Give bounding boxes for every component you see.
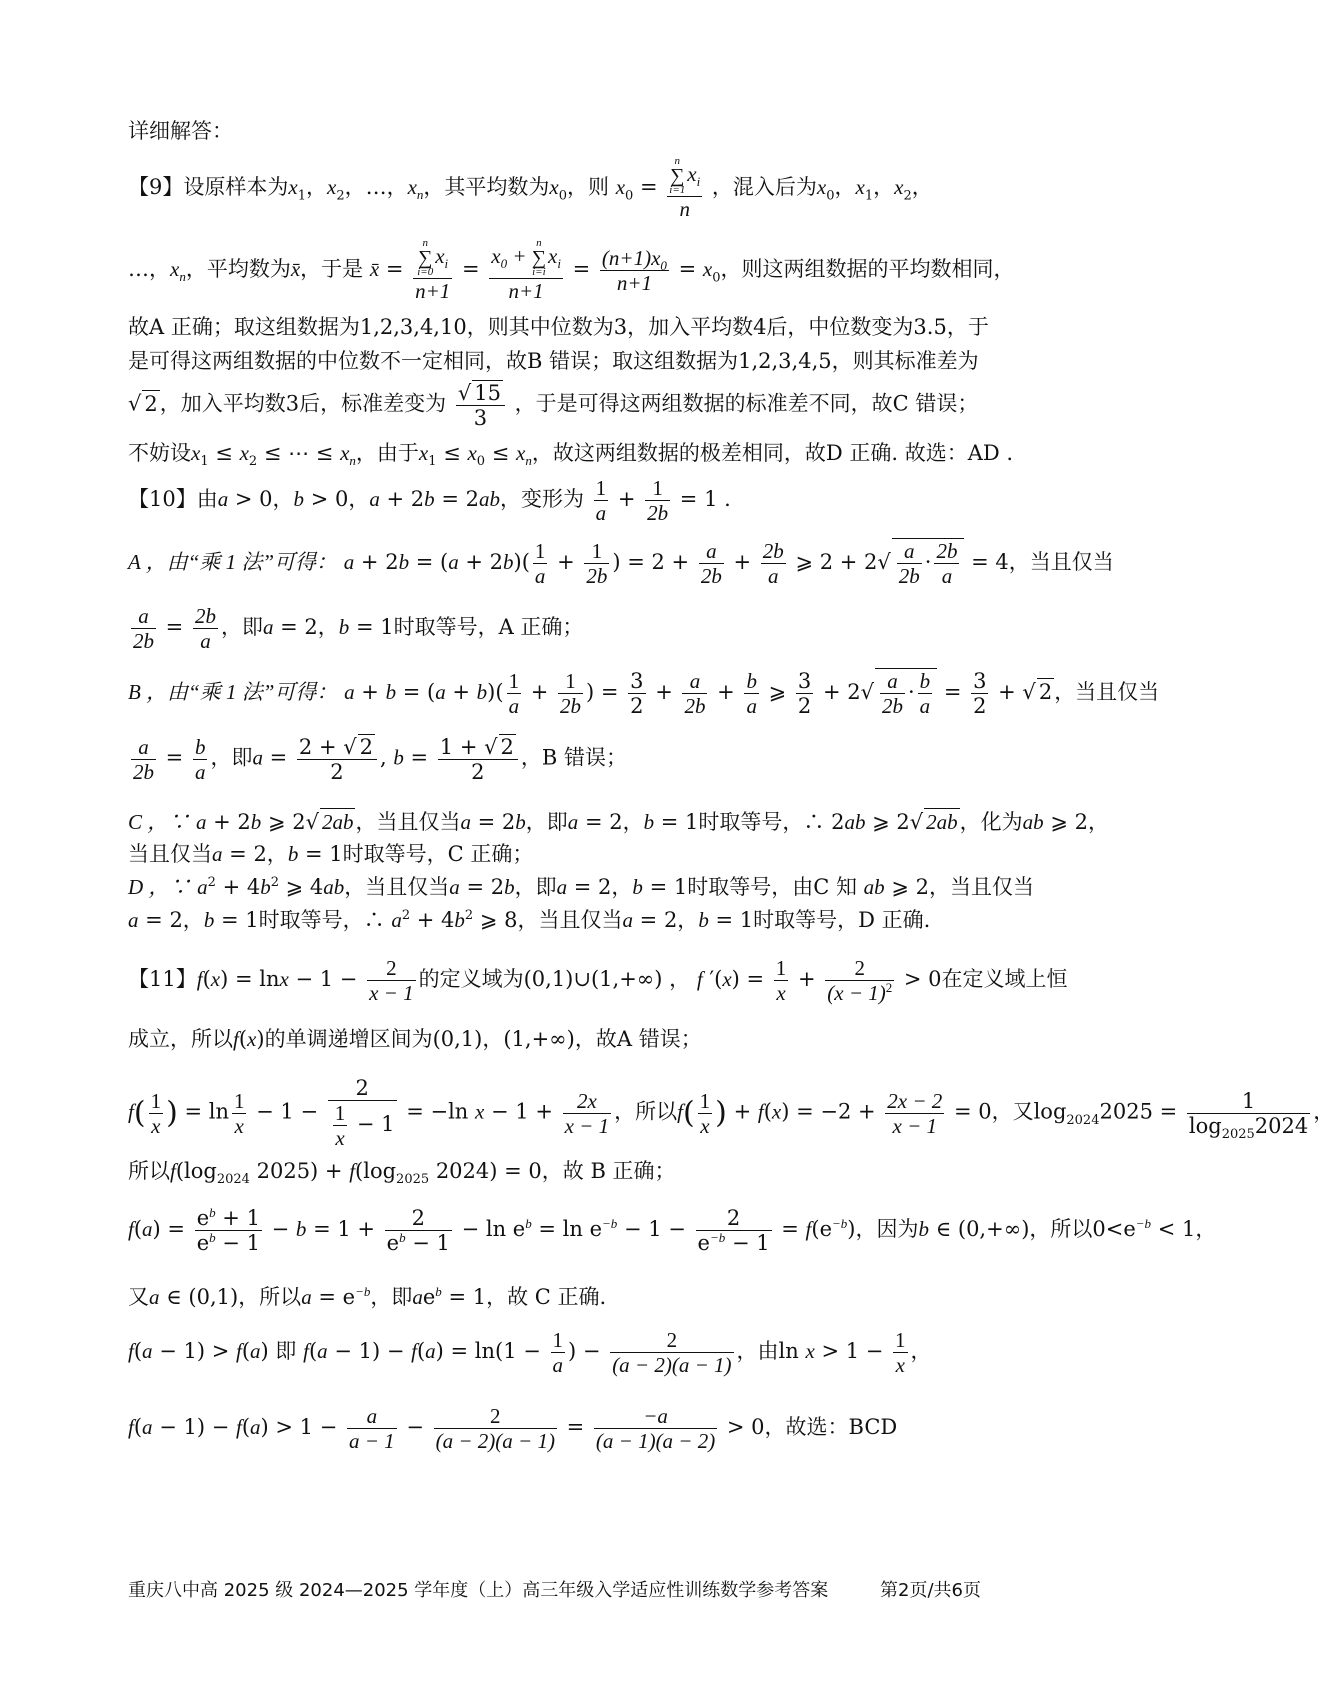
q10-D-line-2: a = 2，b = 1时取等号，∴ $a^2 + 4b^2$ ⩾ 8，当且仅当a = 2，b = 1时取等号，D 正确. (128, 908, 931, 932)
page-number: 第2页/共6页 (880, 1580, 981, 1601)
q11-line-3: f( $\frac{1}{x}$ ) = ln $\frac{1}{x}$ − 1 − 2 $\frac{1}{x}$ − 1 = −ln x − 1 + $\frac{2x}{x - 1}$ ，所以f( $\frac{1}{x}$ ) + f(x) = −2 + $\frac{2x - 2}{x - 1}$ = 0，又$\log_{2024}2025$ = $\frac{1}{\log_{2025}2024}$ ， (128, 1076, 1334, 1151)
q11-line-8: f(a − 1) − f(a) > 1 − $\frac{a}{a - 1}$ − $\frac{2}{(a - 2)(a - 1)}$ = $\frac{-a}{(a - 1)(a - 2)}$ > 0，故选：BCD (128, 1404, 898, 1454)
q9-line-3: 故A 正确；取这组数据为1,2,3,4,10，则其中位数为3，加入平均数4后，中位数变为3.5，于 (128, 315, 989, 339)
section-heading: 详细解答： (128, 119, 233, 143)
q10-A-line-1: A ，由“乘 1 法”可得： a + 2b = (a + 2b)( $\frac{1}{a}$ + $\frac{1}{2b}$ ) = 2 + $\frac{a}{2b}$ + $\frac{2b}{a}$ ⩾ 2 + 2√ $\frac{a}{2b}$ · $\frac{2b}{a}$ = 4，当且仅当 (128, 539, 1114, 589)
page-footer (128, 1576, 1078, 1602)
q11-line-5: f(a) = $\frac{e^b + 1}{e^b - 1}$ − b = 1 + $\frac{2}{e^b - 1}$ − $\ln e^b = \ln e^{-b} - 1$ − $\frac{2}{e^{-b} - 1}$ = $f(e^{-b})$，因为b ∈ (0,+∞)，所以$0<e^{-b} < 1$， (128, 1205, 1217, 1256)
q9-line-2: …，$x_n$，平均数为x̄，于是 x̄ = n ∑ $i=0x_i$ n+1 = $x_0 + n$ ∑ $i=ix_i$ n+1 = $\frac{(n+1)x_0}{n+1}$ = $x_0$，则这两组数据的平均数相同， (128, 237, 1015, 303)
q11-line-1: 【11】f(x) = lnx − 1 − $\frac{2}{x - 1}$ 的定义域为(0,1)∪(1,+∞) ， f ′(x) = $\frac{1}{x}$ + $\frac{2}{(x - 1)^2}$ > 0在定义域上恒 (128, 956, 1068, 1006)
q10-D-line-1: D ，∵ $a^2 + 4b^2$ ⩾ 4ab，当且仅当a = 2b，即a = 2，b = 1时取等号，由C 知 ab ⩾ 2，当且仅当 (128, 875, 1034, 899)
q9-line-5: √ 2，加入平均数3后，标准差变为 $\frac{√ 15}{3}$ ，于是可得这两组数据的标准差不同，故C 错误； (128, 381, 979, 431)
q11-line-2: 成立，所以f(x)的单调递增区间为(0,1)，(1,+∞)，故A 错误； (128, 1027, 702, 1051)
q11-line-6: 又a ∈ (0,1)，所以$a = e^{-b}$，即$ae^b = 1$，故 C 正确. (128, 1284, 607, 1309)
q10-C-line-2: 当且仅当a = 2，b = 1时取等号，C 正确； (128, 842, 534, 866)
q11-line-7: f(a − 1) > f(a) 即 f(a − 1) − f(a) = ln(1 − $\frac{1}{a}$ ) − $\frac{2}{(a - 2)(a - 1)}$ ，由ln x > 1 − $\frac{1}{x}$ ， (128, 1328, 932, 1378)
q10-C-line-1: C ，∵ a + 2b ⩾ 2√ 2ab，当且仅当a = 2b，即a = 2，b = 1时取等号，∴ 2ab ⩾ 2√ 2ab，化为ab ⩾ 2， (128, 810, 1109, 834)
q10-line-1: 【10】由a > 0，b > 0，a + 2b = 2ab，变形为 $\frac{1}{a}$ + $\frac{1}{2b}$ = 1 . (128, 476, 731, 526)
footer-title: 重庆八中高 2025 级 2024—2025 学年度（上）高三年级入学适应性训练数学参考答案 (128, 1580, 829, 1601)
q10-B-line-1: B ，由“乘 1 法”可得： a + b = (a + b)( $\frac{1}{a}$ + $\frac{1}{2b}$ ) = $\frac{3}{2}$ + $\frac{a}{2b}$ + $\frac{b}{a}$ ⩾ $\frac{3}{2}$ + 2√ $\frac{a}{2b}$ · $\frac{b}{a}$ = $\frac{3}{2}$ + √ 2，当且仅当 (128, 669, 1160, 719)
q9-line-6: 不妨设$x_1 \le x_2$ ≤ ⋯ ≤ $x_n$，由于$x_1 \le x_0 \le x_n$，故这两组数据的极差相同，故D 正确. 故选：AD . (128, 441, 1014, 470)
q11-line-4: 所以$f(\log_{2024}$ $2025) + f(\log_{2025}$ 2024) = 0，故 B 正确； (128, 1159, 676, 1188)
q9-line-4: 是可得这两组数据的中位数不一定相同，故B 错误；取这组数据为1,2,3,4,5，则其标准差为 (128, 349, 979, 373)
mean-formula: n ∑ $i=1x_i$ n (669, 155, 701, 221)
q9-line-1: 【9】设原样本为$x_1$，$x_2$，…，$x_n$，其平均数为$x_0$，则 $x_0$ = n ∑ $i=1x_i$ n ，混入后为$x_0$，$x_1$，$x_2$， (128, 155, 933, 221)
q10-A-line-2: $\frac{a}{2b}$ = $\frac{2b}{a}$ ，即a = 2，b = 1时取等号，A 正确； (133, 604, 584, 654)
q10-B-line-2: $\frac{a}{2b}$ = $\frac{b}{a}$ ，即a = $\frac{2 + √ 2}{2}$ , b = $\frac{1 + √ 2}{2}$ ，B 错误； (133, 734, 627, 785)
